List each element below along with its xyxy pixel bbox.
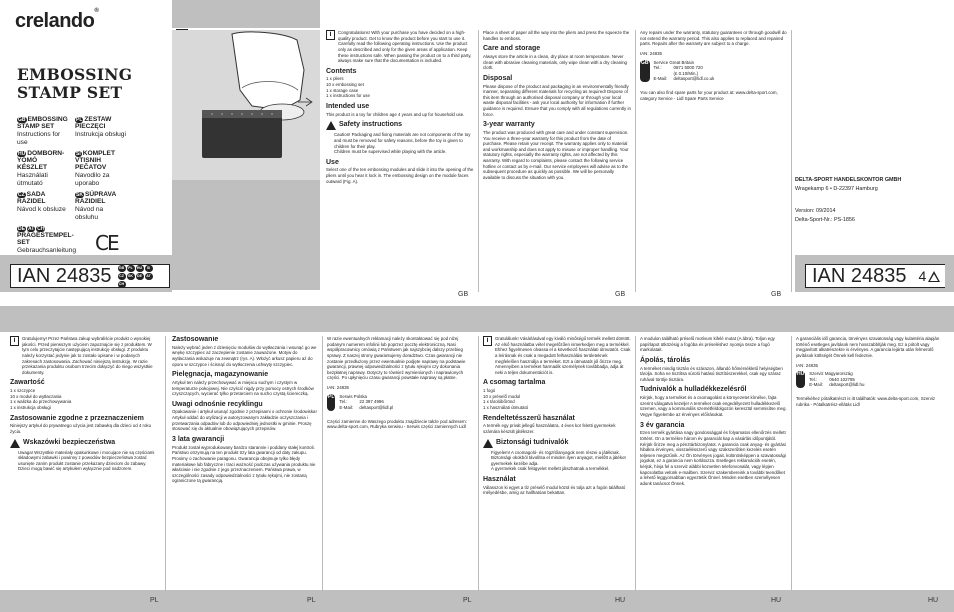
hu-care-text: A terméket mindig tisztán és szárazon, állandó hőmérsékletű helyiségben tárolja. Soha ne tisztítsa súroló hatású tisztítószerekkel, csak egy száraz ruhával törölje tisztára.	[640, 365, 783, 382]
hu-mail: deltasport@lidl.hu	[829, 382, 865, 388]
pl-column-2	[172, 336, 320, 586]
manual-icon: i	[326, 30, 335, 40]
pl-care-text: Artykuł ten należy przechowywać w miejscu suchym i czystym w temperaturze pokojowej. Nie czyścić nigdy przy pomocy ostrych środków czyszczących, wycierać tylko przetarciem na sucho czystą ściereczką.	[172, 379, 314, 397]
hu-warranty-text: Ezen termék gyártása nagy gondossággal és folyamatos ellenőrzés mellett történt. On a termékre három év garanciát kap a vásárlás időpontjától. Kérjük őrizze meg a pénztárbizonylatot. A garancia csak anyag- és gyártási hibákra érvényes, visszaélésszerű vagy szakszerűtlen kezelés esetén teljesen megszűnik. Az Ön törvényes jogait, különösképpen a szavatossági jogokat, ez a garancia nem korlátozza. Esetleges reklamációk esetén, kérjük, hívja fel a szerviz alábbi közvetlen telefonvonalát, vagy lépjen kapcsolatba velünk e-mailben. Szerviz szakembereink a további teendőket a lehető leggyorsabban egyeztetik Önnel. Minden esetben személyesen adunk tanácsot Önnek.	[640, 430, 786, 486]
pl-service-block	[327, 394, 475, 411]
hu-contents-heading: A csomag tartalma	[483, 379, 546, 387]
footer-gb-3: GB	[771, 291, 782, 298]
company-name: DELTA-SPORT HANDELSKONTOR GMBH	[795, 177, 902, 183]
lang-badge-gb: GB	[18, 117, 26, 123]
lang-sub-sk: Návod na obsluhu	[75, 205, 104, 222]
gb-warranty-heading: 3-year warranty	[483, 121, 535, 129]
pl-ian-ref: IAN: 24835	[327, 385, 349, 390]
pl-intended-heading: Zastosowanie zgodne z przeznaczeniem	[10, 414, 144, 422]
hu-intended-text: A termék egy privát jellegű használatra, 4 éves kor feletti gyermekek számára készült játékszer.	[483, 423, 616, 434]
bubble-at: AT	[146, 273, 151, 278]
divider	[791, 30, 792, 292]
hu-safety-item: • A gyermekek csak felügyelet mellett játszhatnak a termékkel.	[491, 466, 631, 472]
gb-mail-label: E-Mail:	[653, 76, 668, 82]
warning-icon	[10, 439, 20, 448]
hu-flag-badge: HU	[796, 371, 805, 388]
lang-title-cz: SADA RAZIDEL	[17, 190, 46, 205]
lang-badge-cz: CZ	[18, 191, 25, 198]
lang-sub-de: Gebrauchsanleitung	[17, 246, 77, 254]
footer-pl-1: PL	[150, 597, 159, 604]
pl-use-text: Należy wybrać jeden z dziesięciu modułów do wytłaczania i wsunąć go we wnękę szczypiec aż zaczepienie zostanie zauważone. Motyw do wytłaczania wskazuje na zewnątrz (rys. A). Włożyć arkusz papieru aż do oporu w szczypce i ścisnąć do wytłoczenia uchwyty szczypiec.	[172, 344, 317, 367]
bubble-sk: SK	[128, 273, 134, 278]
gb-care-text: Always store the article in a clean, dry place at room temperature. Never clean with abrasive cleaning materials, only wipe clean with a dry cleaning cloth.	[483, 53, 627, 71]
footer-hu-1: HU	[615, 597, 626, 604]
hu-mail-label: E-Mail:	[809, 382, 823, 388]
pl-safety-list	[10, 450, 160, 473]
pl-intro: Gratulujemy! Przez Państwa zakup wybraliście produkt o wysokiej jakości. Przed pierwszym użyciem zapoznajcie się z produktem. W tym celu przeczytajcie następującą instrukcję obsługi. Z produktu należy korzystać jedynie jak to zostało opisane i w podanych zakresach zastosowania. Zachować niniejszą instrukcję. W razie przekazania produktu osobom trzecim dołączyć do niego wszystkie dokumenty.	[22, 336, 153, 375]
lang-sub-gb: Instructions for use	[17, 130, 61, 147]
hu-column-3	[796, 336, 946, 586]
gb-use-text: Select one of the ten embossing modules and slide it into the opening of the pliers until you hear it lock in. The embossing design on the module faces outward (Fig. A).	[326, 167, 474, 184]
back-ian-number: IAN 24835	[812, 265, 907, 287]
hu-column-1	[483, 336, 631, 586]
language-list	[17, 117, 129, 259]
hu-disposal-text: Kérjük, hogy a terméket és a csomagolást a környezetet kímélve, fajta szerint válogatva kezelje! A terméket csak engedélyezett hulladékkezelő üzemen, vagy a kommunális szemétfeldolgozón keresztül semmisítse meg. Vegye figyelembe az érvényes előírásokat.	[640, 395, 787, 417]
pl-spare-parts: Części zamienne do Waszego produktu znajdziecie także pod adresem: www.delta-sport.com, Rubryka serwisu - Serwis części zamiennych Lidl	[327, 418, 467, 430]
gb-contents-heading: Contents	[326, 67, 357, 75]
lang-sub-si: Navodilo za uporabo	[75, 171, 110, 188]
bubble-si: SI	[145, 265, 153, 272]
page-four: 4	[918, 267, 927, 284]
delta-triangle-icon	[928, 271, 940, 282]
lang-badge-si: SI	[76, 150, 81, 157]
pl-safety-item: • Uwaga! Wszystkie materiały opakunkowe i mocujące nie są częściami składowymi zabawki i powinny z powodów bezpieczeństwa zostać usunięte zanim produkt zostanie przekazany dzieciom do zabawy.	[18, 450, 160, 467]
brand-reg-mark: ®	[94, 8, 99, 14]
hu-intended-heading: Rendeltetésszerű használat	[483, 414, 575, 422]
delta-sport-number: Delta-Sport-Nr.: PS-1856	[795, 216, 855, 223]
divider	[478, 30, 479, 292]
gb-intended-text: This product is a toy for children age 4 years and up for household use.	[326, 111, 465, 117]
lang-badge-de: DE	[18, 225, 25, 232]
lang-sub-hu: Használati útmutató	[17, 171, 48, 188]
hu-use-text: Válasszon ki egyet a tíz préselő modul közül és tolja azt a fogón található mélyedésbe, amíg az hallhatóan bekattan.	[483, 484, 626, 496]
hu-safety-title: Biztonsági tudnivalók	[496, 438, 569, 446]
hu-ian-ref: IAN: 24835	[796, 362, 818, 368]
pl-column-1	[10, 336, 160, 586]
gb-col2-intro: Place a sheet of paper all the way into the pliers and press the squeeze the handles to emboss.	[483, 30, 630, 41]
gb-safety-item: • Children must be supervised while playing with the article.	[334, 149, 474, 155]
gb-spare-parts: You can also find spare parts for your product at: www.delta-sport.com, category Service - Lidl Spare Parts Service	[640, 90, 778, 101]
hu-tel-label: Tel.:	[809, 376, 818, 382]
hu-safety-heading	[483, 439, 631, 448]
hu-safety-item: • Figyelem! A csomagoló- és rögzítőanyagok nem részei a játéknak. Biztonsági okokból távolítsa el minden ilyen anyagot, mielőtt a játékot gyermekek kezébe adja.	[491, 450, 631, 467]
brand-logo-text: crelando	[15, 10, 95, 32]
warning-icon	[326, 121, 336, 130]
lang-title-hu: DOMBORN-YOMÓ KÉSZLET	[17, 149, 65, 171]
bubble-hu: HU	[136, 265, 143, 270]
gb-contents-list: 1 x pliers 10 x embossing set 1 x storage case 1 x instructions for use	[326, 76, 370, 99]
gb-flag-badge: GB	[640, 60, 650, 83]
pl-contents-heading: Zawartość	[10, 379, 45, 387]
lang-gb	[17, 117, 69, 148]
pl-warranty-heading: 3 lata gwarancji	[172, 435, 225, 443]
hu-column-2	[640, 336, 788, 586]
bubble-cz: CZ	[119, 273, 124, 278]
pl-tel: 22 397 4996	[359, 399, 384, 405]
gb-service-name: Service Great Britain	[653, 59, 695, 65]
footer-hu-2: HU	[771, 597, 782, 604]
cover-lang-bubbles	[118, 265, 153, 288]
lang-title-pl: ZESTAW PIECZĘCI	[75, 116, 112, 130]
lang-sub-cz: Návod k obsluze	[17, 205, 66, 213]
hu-contents-list: 1 fogó 10 x préselő modul 1 x tárolóbőrönd 1 x használati útmutató	[483, 388, 529, 410]
gb-tel-rate: (£ 0.10/Min.)	[673, 70, 699, 76]
divider	[635, 30, 636, 292]
hu-use-heading: Használat	[483, 476, 516, 483]
hu-tel: 0640 102785	[829, 376, 855, 382]
product-illustration	[172, 30, 320, 180]
lang-hu	[17, 151, 69, 189]
cover-ian-box	[10, 264, 170, 288]
gb-use-heading: Use	[326, 158, 339, 166]
divider	[791, 336, 792, 590]
pl-mail-label: E-Mail:	[339, 404, 354, 410]
lang-sk	[75, 192, 127, 223]
gb-tel-label: Tel.:	[653, 65, 662, 71]
brand-logo	[15, 8, 98, 34]
figure-top-band	[172, 0, 320, 28]
bubble-gb: GB	[118, 265, 125, 270]
gb-tel: 0871 5000 720	[673, 65, 703, 71]
bubble-pl: PL	[128, 265, 133, 270]
gb-disposal-heading: Disposal	[483, 74, 513, 82]
divider	[635, 336, 636, 590]
lang-pl	[75, 117, 127, 148]
footer-hu-3: HU	[928, 597, 939, 604]
hu-service-block	[796, 371, 946, 388]
manual-icon: i	[10, 336, 19, 346]
pl-disposal-text: Opakowanie i artykuł usunąć zgodnie z przepisami o ochronie środowiska! Artykuł oddać do utylizacji w autoryzowanym zakładzie oczyszczania i przetwarzania odpadów lub do odpowiedniej jednostki w gminie. Proszę stosować się do aktualnie obowiązujących przepisów.	[172, 409, 317, 432]
lang-sub-pl: Instrukcja obsługi	[75, 130, 126, 138]
version-info: Version: 09/2014	[795, 208, 836, 215]
gb-warranty-text: The product was produced with great care and under constant supervision. You receive a three-year warranty for this product from the date of purchase. Please retain your receipt. The warranty applies only to material and workmanship and does not apply to misuse or improper handling. Your statutory rights, especially the warranty rights, are not affected by this warranty. With regard to complaints, please contact the following service hotline or contact us by e-mail. Our service employees will advise as to the subsequent procedure as quickly as possible. We will be personally available to discuss the situation with you.	[483, 129, 629, 180]
bubble-ch: CH	[118, 281, 125, 286]
pl-warranty-text: Produkt został wyprodukowany bardzo starannie i poddany stałej kontroli. Państwo otrzymują na ten produkt trzy lata gwarancji od daty zakupu. Prosimy o zachowanie paragonu. Gwarancja obejmuje tylko błędy materiałowe lub fabryczne i traci ważność podczas używania produktu nie właściwie i nie zgodnie z jego przeznaczeniem. Państwa prawa, w szczególności zasady odpowiedzialności z tytułu rękojmi, nie zostaną ograniczone tą gwarancją.	[172, 444, 316, 484]
pl-safety-heading	[10, 439, 160, 448]
lang-badge-ch: CH	[37, 225, 45, 232]
gb-service-block	[640, 60, 788, 83]
gb-mail: deltasport@lidl.co.uk	[673, 76, 715, 82]
pl-column-3	[327, 336, 475, 586]
pl-disposal-heading: Uwagi odnośnie recyklingu	[172, 400, 263, 408]
lang-title-sk: SÚPRAVA RAZIDIEL	[75, 190, 116, 205]
gb-safety-list	[326, 132, 474, 155]
hu-spare-parts: Termékéhez pótalkatrészt is itt találhatók: www.delta-sport.com, Szerviz rubrika - Pótalkatrész-ellátás Lidl	[796, 396, 936, 407]
hu-safety-list	[483, 450, 631, 473]
footer-gb-2: GB	[615, 291, 626, 298]
bottom-footer-band	[0, 590, 954, 612]
lang-badge-pl: PL	[76, 117, 83, 123]
pl-mail: deltasport@lidl.pl	[359, 404, 394, 410]
gb-safety-heading	[326, 121, 474, 130]
lang-de	[17, 225, 77, 256]
divider	[165, 336, 166, 590]
lang-title-de: PRÄGESTEMPEL-SET	[17, 231, 74, 246]
ce-mark: CE	[95, 230, 118, 255]
hu-care-heading: Ápolás, tárolás	[640, 356, 691, 364]
footer-pl-3: PL	[463, 597, 472, 604]
hu-warranty-heading: 3 év garancia	[640, 421, 685, 429]
hu-disposal-heading: Tudnivalók a hulladékkezelésről	[640, 386, 747, 394]
figure-bottom-band	[172, 180, 320, 290]
gb-column-1	[326, 30, 474, 280]
pl-tel-label: Tel.:	[339, 399, 348, 405]
pl-care-heading: Pielęgnacja, magazynowanie	[172, 371, 269, 379]
lang-title-gb: EMBOSSING STAMP SET	[17, 116, 68, 130]
hu-intro: Gratulálunk! Vásárlásával egy kiváló minőségű termék mellett döntött. Az első használatba vétel megelőzően ismerkedjen meg a termékkel. Ehhez figyelmesen olvassa el a következő használati útmutatót. Csak a leírásnak és csak a megadott felhasználási területeknek megfelelően használja a terméket. Ezt a útmutatót jól őrizze meg. Amennyiben a terméket harmadik személynek továbbadja, adja át neki a teljes dokumentációt is.	[495, 336, 631, 375]
cover-title-line2: STAMP SET	[17, 82, 123, 102]
gb-care-heading: Care and storage	[483, 45, 541, 53]
divider	[322, 336, 323, 590]
bubble-de: DE	[137, 273, 143, 278]
pl-intended-text: Niniejszy artykuł do prywatnego użycia jest zabawką dla dzieci od 4 roku życia.	[10, 423, 152, 434]
back-cover	[795, 0, 954, 306]
back-ian-box	[805, 264, 945, 288]
bottom-top-band	[0, 306, 954, 332]
divider	[478, 336, 479, 590]
pl-use-heading: Zastosowanie	[172, 336, 219, 343]
lang-badge-at: AT	[27, 225, 35, 232]
company-address: Wragekamp 6 • D-22397 Hamburg	[795, 185, 878, 192]
hu-repairs-text: A garanciális idő garancia, törvényes szavatosság vagy kulantéria alapján történő esetleges javítások nem hosszabbítják meg. Ez a pótolt vagy megjavított alkatrészekre is érvényes. A garancia lejárta után felmerülő javítások költségét Önnek kell fedeznie.	[796, 336, 940, 358]
pl-complaints-text: W razie ewentualnych reklamacji należy skontaktować się pod niżej podanym numerem infolinii lub poprzez pocztę elektroniczną. Nasi współpracownicy omówią z Państwem jak najszybciej dalszy przebieg sprawy. Z naszej strony gwarantujemy doradztwo. Czas gwarancji nie zostanie przedłużony przez ewentualnie podjęte naprawy na podstawie gwarancji, prawnej odpowiedzialności z tytułu rękojmi czy dokonania bezpłatnej naprawy. Dotyczy to również wymienionych i naprawionych części. Po upłynięciu czasu gwarancji powstałe naprawy są płatne.	[327, 336, 466, 381]
gb-column-2	[483, 30, 631, 280]
figure-panel	[172, 0, 320, 306]
gb-repairs-text: Any repairs under the warranty, statutory guarantees or through goodwill do not extend the warranty period. This also applies to replaced and repaired parts. Repairs after the warranty are subject to a charge.	[640, 30, 787, 47]
gb-ian-ref: IAN: 24835	[640, 50, 662, 56]
footer-gb-1: GB	[458, 291, 469, 298]
lang-cz	[17, 192, 69, 223]
gb-intended-heading: Intended use	[326, 102, 370, 110]
cover-title	[17, 66, 132, 102]
pl-contents-list: 1 x szczypce 10 x moduł do wytłaczania 1 x walizka do przechowywania 1 x instrukcja obsługi	[10, 388, 72, 410]
pl-safety-item: • Dzieci mogą bawić się artykułem wyłącznie pod nadzorem.	[18, 466, 160, 472]
cover-title-line1: EMBOSSING	[17, 65, 133, 84]
hu-service-name: Szerviz Magyarország	[809, 371, 853, 377]
pl-flag-badge: PL	[327, 394, 335, 411]
lang-badge-hu: HU	[18, 150, 26, 157]
gb-safety-title: Safety instructions	[339, 121, 403, 129]
manual-icon: i	[483, 336, 492, 346]
gb-safety-item: • Caution! Packaging and fixing materials are not components of the toy and must be removed for safety reasons, before the toy is given to children for their play.	[334, 132, 474, 149]
pl-service-name: Serwis Polska	[339, 393, 367, 399]
lang-si	[75, 151, 127, 189]
lang-badge-sk: SK	[76, 191, 83, 198]
cover-ian-number: IAN 24835	[17, 265, 112, 287]
footer-pl-2: PL	[307, 597, 316, 604]
lang-title-si: KOMPLET VTISNIH PEČATOV	[75, 149, 115, 171]
gb-column-3	[640, 30, 788, 280]
gb-disposal-text: Please dispose of the product and packaging in an environmentally friendly manner, separating different materials for recycling as required! Dispose of this item through an authorised disposal company or through your local waste disposal facilities - ask your local authority for information if further guidance is required. Ensure that you comply with all regulations currently in force.	[483, 83, 631, 117]
pl-safety-title: Wskazówki bezpieczeństwa	[23, 438, 116, 446]
warning-icon	[483, 439, 493, 448]
gb-intro: Congratulations! With your purchase you have decided on a high-quality product. Get to know the product before you start to use it. Carefully read the following operating instructions. Use the product only as described and only for the given areas of application. Keep these instructions safe. When passing the product on to a third party, always make sure that the documentation is included.	[338, 30, 472, 64]
hu-col2-intro: A modulon található préselő motívum kifelé mutat (A ábra). Toljon egy papírlapot ütközésig a fogóba és préseléshez nyomja össze a fogó markolatait.	[640, 336, 775, 353]
